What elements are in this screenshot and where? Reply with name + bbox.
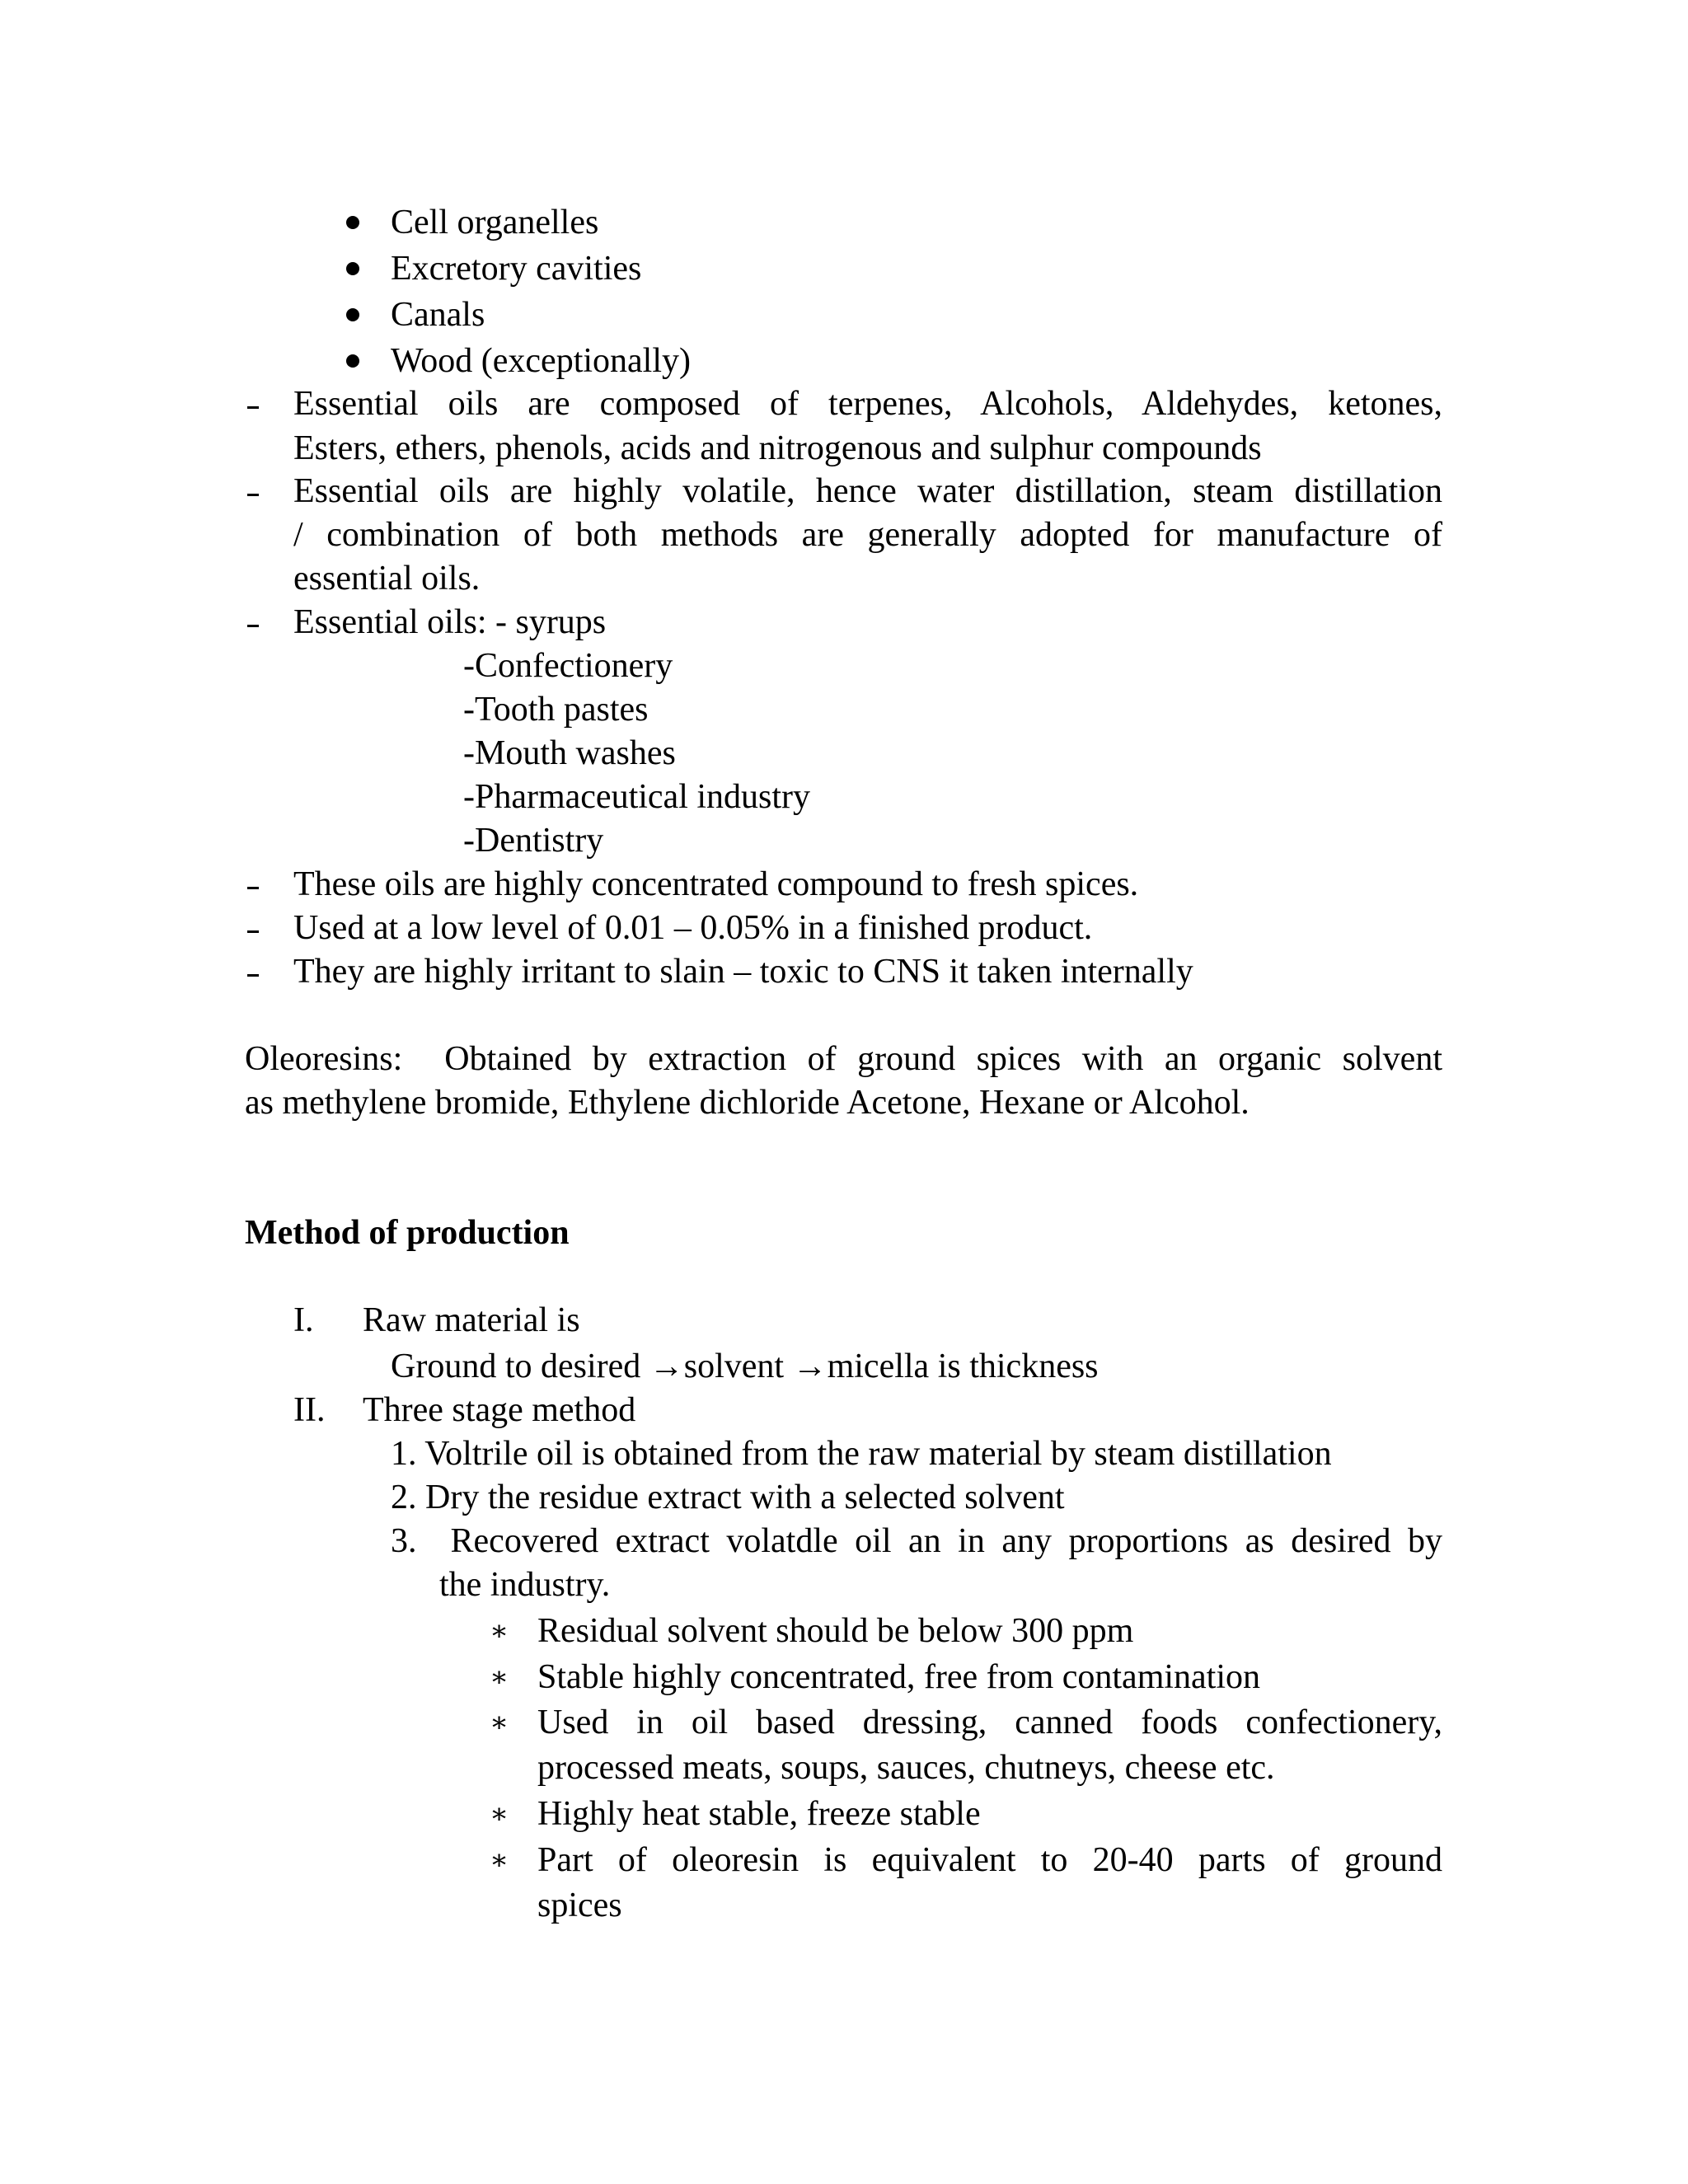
uses-list-item: -Tooth pastes (463, 691, 649, 729)
roman-item: Three stage method (363, 1391, 636, 1429)
bullet-item: Wood (exceptionally) (391, 342, 691, 380)
dash-marker (247, 406, 259, 409)
uses-list-item: -Dentistry (463, 822, 604, 860)
note-item: Part of oleoresin is equivalent to 20-40 parts of ground (537, 1841, 1442, 1879)
composition-line: Esters, ethers, phenols, acids and nitrogenous and sulphur compounds (293, 429, 1262, 467)
concentrated-line: These oils are highly concentrated compound to fresh spices. (293, 865, 1139, 903)
note-item-continued: spices (537, 1886, 622, 1924)
note-item-continued: processed meats, soups, sauces, chutneys, cheese etc. (537, 1749, 1275, 1787)
composition-line: Essential oils are composed of terpenes, Alcohols, Aldehydes, ketones, (293, 385, 1442, 423)
bullet-dot (346, 354, 359, 368)
volatile-line: Essential oils are highly volatile, hence water distillation, steam distillation (293, 472, 1442, 510)
step-item-continued: the industry. (439, 1566, 611, 1604)
bullet-dot (346, 308, 359, 321)
step-item: 1. Voltrile oil is obtained from the raw material by steam distillation (391, 1435, 1332, 1473)
note-item: Stable highly concentrated, free from contamination (537, 1658, 1261, 1696)
note-item: Highly heat stable, freeze stable (537, 1795, 981, 1833)
note-item: Used in oil based dressing, canned foods confectionery, (537, 1704, 1442, 1741)
volatile-line: / combination of both methods are generally adopted for manufacture of (293, 516, 1442, 554)
bullet-item: Excretory cavities (391, 250, 642, 288)
uses-heading: Essential oils: - syrups (293, 603, 607, 641)
roman-marker: I. (293, 1301, 314, 1339)
uses-list-item: -Pharmaceutical industry (463, 778, 811, 816)
uses-list-item: -Mouth washes (463, 734, 676, 772)
dash-marker (247, 930, 259, 933)
step-item: 3. Recovered extract volatdle oil an in any proportions as desired by (391, 1522, 1442, 1560)
bullet-item: Canals (391, 296, 485, 334)
bullet-dot (346, 216, 359, 229)
uses-list-item: -Confectionery (463, 647, 673, 685)
dash-marker (247, 625, 259, 627)
irritant-line: They are highly irritant to slain – toxic to CNS it taken internally (293, 953, 1193, 991)
roman-marker: II. (293, 1391, 326, 1429)
bullet-item: Cell organelles (391, 204, 599, 241)
step-item: 2. Dry the residue extract with a selected solvent (391, 1479, 1065, 1516)
asterisk-icon: ∗ (490, 1708, 509, 1738)
volatile-line: essential oils. (293, 560, 481, 598)
dash-marker (247, 974, 259, 977)
oleoresins-line: Oleoresins: Obtained by extraction of ground spices with an organic solvent (245, 1040, 1442, 1078)
asterisk-icon: ∗ (490, 1616, 509, 1647)
asterisk-icon: ∗ (490, 1845, 509, 1876)
dash-marker (247, 494, 259, 496)
dash-marker (247, 887, 259, 889)
roman-sub-item: Ground to desired →solvent →micella is thickness (391, 1347, 1099, 1385)
bullet-dot (346, 262, 359, 275)
method-heading: Method of production (245, 1214, 570, 1252)
low-level-line: Used at a low level of 0.01 – 0.05% in a finished product. (293, 909, 1093, 947)
roman-item: Raw material is (363, 1301, 580, 1339)
note-item: Residual solvent should be below 300 ppm (537, 1612, 1134, 1650)
asterisk-icon: ∗ (490, 1799, 509, 1830)
oleoresins-line: as methylene bromide, Ethylene dichloride Acetone, Hexane or Alcohol. (245, 1084, 1250, 1122)
asterisk-icon: ∗ (490, 1662, 509, 1693)
